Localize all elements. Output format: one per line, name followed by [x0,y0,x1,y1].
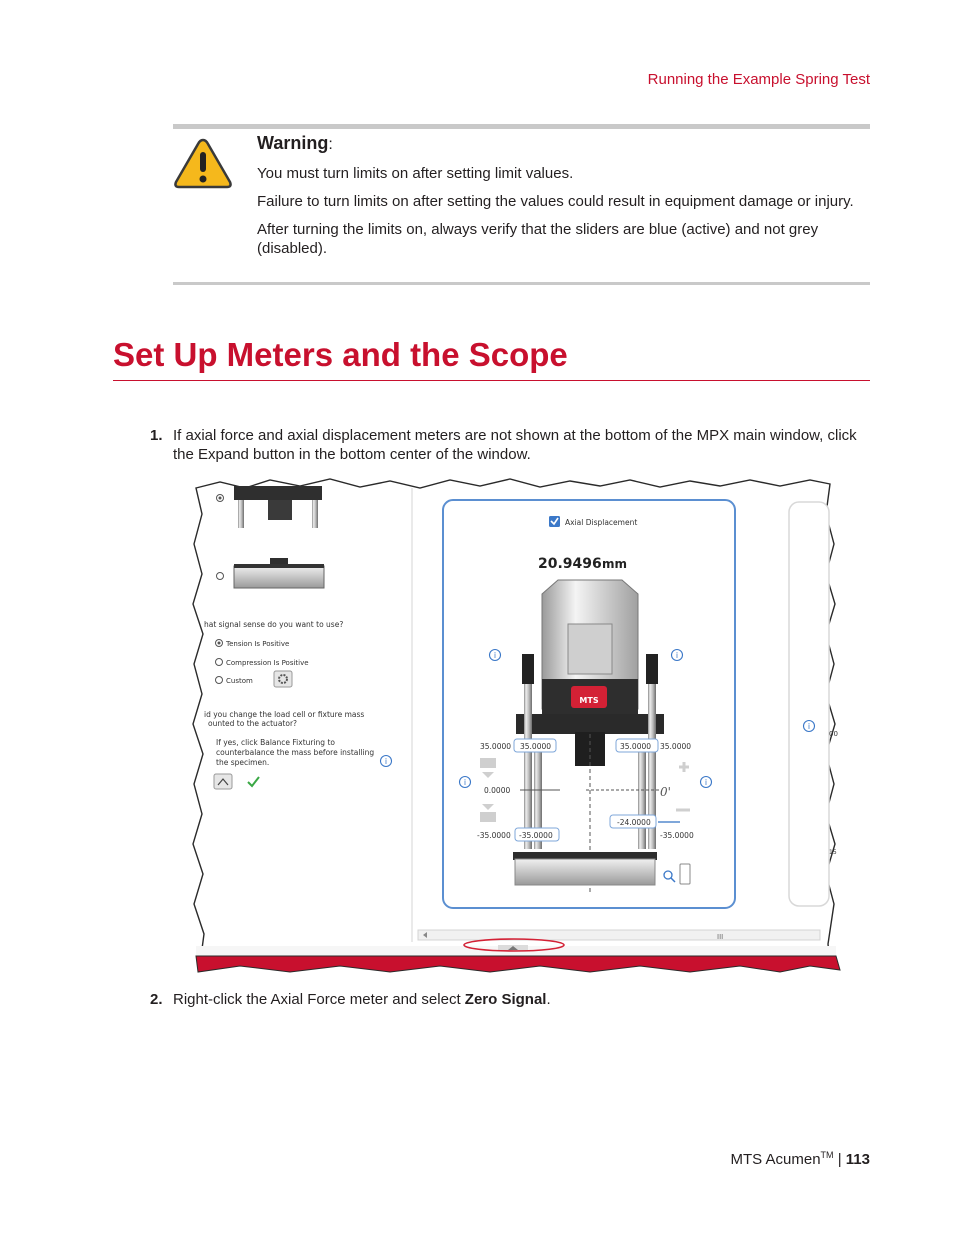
setpoint-left: 0.0000 [484,786,511,795]
warning-bottom-rule [173,282,870,285]
horizontal-scrollbar[interactable] [418,930,820,940]
warning-paragraph: Failure to turn limits on after setting the values could result in equipment damage or injury. [257,193,854,210]
step-1 [150,426,880,466]
warning-paragraph: After turning the limits on, always verify that the sliders are blue (active) and not grey (disabled). [257,221,819,257]
gear-button[interactable] [274,671,292,687]
balance-fixturing-button[interactable] [214,774,232,789]
lower-limit-left-outer: -35.0000 [477,831,511,840]
warning-triangle-icon [173,137,233,189]
upper-limit-slider[interactable] [480,758,496,768]
phone-icon[interactable] [680,864,690,884]
svg-text:i: i [675,651,679,660]
svg-text:i: i [493,651,497,660]
svg-text:-35.0000: -35.0000 [519,831,553,840]
edge-value: 00 [829,730,838,738]
svg-text:i: i [704,778,708,787]
zero-signal-term: Zero Signal [464,991,547,1008]
svg-text:III: III [717,933,724,941]
load-cell-question: id you change the load cell or fixture mass [204,710,365,719]
setpoint-right: 0' [660,785,671,799]
balance-instructions: If yes, click Balance Fixturing to [216,738,335,747]
step-2 [150,990,880,1010]
warning-paragraph: You must turn limits on after setting limit values. [257,165,574,182]
upper-limit-left-outer: 35.0000 [480,742,512,751]
balance-instructions-3: the specimen. [216,758,270,767]
section-rule [113,380,870,381]
section-title: Set Up Meters and the Scope [113,336,568,373]
page-number: 113 [845,1151,870,1168]
radio-compression-positive[interactable]: Compression Is Positive [226,659,309,667]
svg-text:i: i [807,722,811,731]
warning-title: Warning: [257,133,333,153]
displacement-value: 20.9496 [538,556,602,572]
upper-limit-right-outer: 35.0000 [660,742,692,751]
svg-text:35.0000: 35.0000 [520,742,552,751]
svg-text:35.0000: 35.0000 [620,742,652,751]
lower-limit-slider[interactable] [480,812,496,822]
svg-text:i: i [463,778,467,787]
step-number: 1. [150,427,163,444]
svg-text:-24.0000: -24.0000 [617,818,651,827]
mpx-window-screenshot [190,474,850,976]
displacement-unit: mm [602,557,628,571]
checkbox-label: Axial Displacement [565,518,638,527]
product-name: MTS Acumen [730,1151,821,1168]
balance-instructions-2: counterbalance the mass before installing [216,748,375,757]
radio-tension-positive[interactable]: Tension Is Positive [226,640,290,648]
svg-text:15: 15 [829,849,837,856]
page-footer: MTS Acumen™ | 113 [730,1150,870,1168]
radio-custom[interactable]: Custom [226,677,253,685]
load-cell-question-cont: ounted to the actuator? [208,719,298,728]
svg-text:i: i [384,757,388,766]
signal-sense-question: hat signal sense do you want to use? [204,620,344,629]
step-number: 2. [150,991,163,1008]
running-head: Running the Example Spring Test [647,71,870,88]
step-text: Right-click the Axial Force meter and select Zero Signal. [173,991,551,1008]
step-text: If axial force and axial displacement meters are not shown at the bottom of the MPX main window, click the Expand button in the bottom center of the window. [173,427,857,463]
warning-top-rule [173,124,870,129]
svg-text:MTS: MTS [579,696,599,705]
lower-limit-right-outer: -35.0000 [660,831,694,840]
